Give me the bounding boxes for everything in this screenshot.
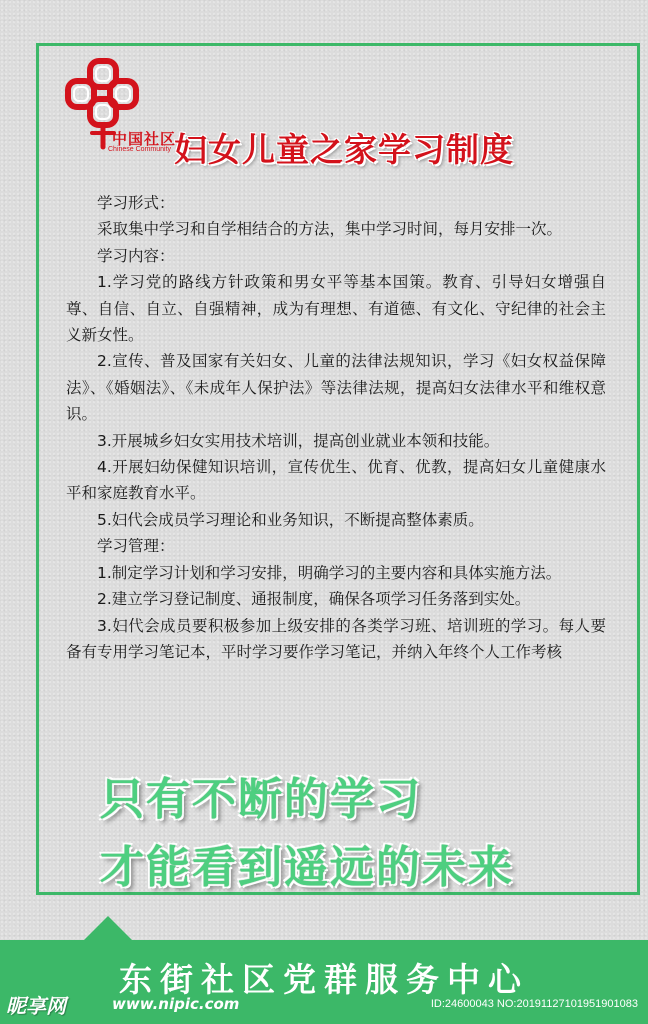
section-heading-form: 学习形式：: [97, 194, 175, 212]
paragraph: 采取集中学习和自学相结合的方法，集中学习时间，每月安排一次。: [97, 220, 563, 239]
slogan-line-1: 只有不断的学习: [100, 774, 422, 825]
slogan-line-2: 才能看到遥远的未来: [100, 842, 514, 893]
page-title: 妇女儿童之家学习制度: [174, 130, 514, 169]
watermark-logo: 昵享网: [6, 994, 66, 1018]
list-item: 4.开展妇幼保健知识培训，宣传优生、优育、优教，提高妇女儿童健康水平和家庭教育水平。: [66, 458, 606, 503]
footer-pointer: [84, 916, 132, 940]
list-item: 1.学习党的路线方针政策和男女平等基本国策。教育、引导妇女增强自尊、自信、自立、自强精神，成为有理想、有道德、有文化、守纪律的社会主义新女性。: [66, 273, 606, 345]
watermark-id: ID:24600043 NO:20191127101951901083: [430, 998, 638, 1010]
list-item: 5.妇代会成员学习理论和业务知识，不断提高整体素质。: [97, 510, 484, 529]
footer-title: 东街社区党群服务中心: [119, 960, 529, 999]
logo-text: 中国社区: [112, 130, 177, 148]
list-item: 1.制定学习计划和学习安排，明确学习的主要内容和具体实施方法。: [97, 563, 562, 582]
section-heading-management: 学习管理：: [97, 537, 175, 556]
logo-subtext: Chinese Community: [108, 146, 172, 153]
watermark-url: www.nipic.com: [112, 995, 240, 1013]
list-item: 2.宣传、普及国家有关妇女、儿童的法律法规知识，学习《妇女权益保障法》、《婚姻法》、《未成年人保护法》等法律法规，提高妇女法律水平和维权意识。: [66, 352, 606, 424]
section-heading-content: 学习内容：: [97, 246, 175, 265]
list-item: 2.建立学习登记制度、通报制度，确保各项学习任务落到实处。: [97, 590, 531, 609]
list-item: 3.开展城乡妇女实用技术培训，提高创业就业本领和技能。: [97, 431, 500, 450]
regulation-text: [66, 190, 606, 665]
list-item: 3.妇代会成员要积极参加上级安排的各类学习班、培训班的学习。每人要备有专用学习笔记本，平时学习要作学习笔记，并纳入年终个人工作考核: [66, 616, 606, 661]
